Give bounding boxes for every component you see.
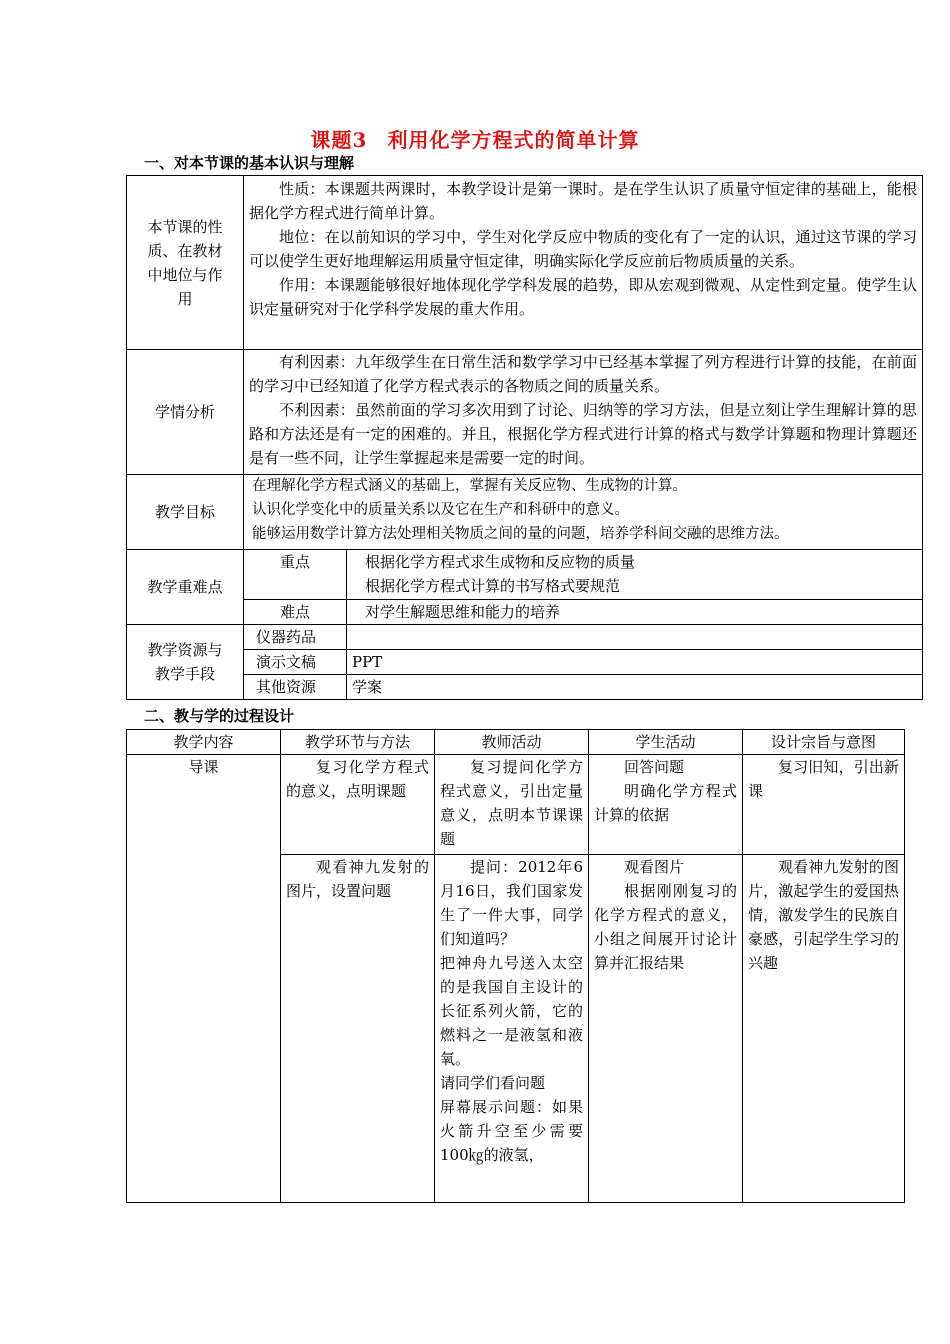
nature-p2: 地位：在以前知识的学习中，学生对化学反应中物质的变化有了一定的认识，通过这节课的学习可以使学生更好地理解运用质量守恒定律，明确实际化学反应前后物质质量的关系。 [249, 228, 917, 270]
process-design-table [126, 729, 905, 1203]
section1-heading: 一、对本节课的基本认识与理解 [144, 154, 355, 172]
resource-row-3 [127, 675, 923, 700]
nature-content [244, 176, 923, 350]
purpose-1: 复习旧知，引出新课 [743, 755, 905, 855]
teacher-2-line-3: 请同学们看问题 [440, 1074, 546, 1092]
nature-row [127, 176, 923, 350]
difficulty-row [127, 600, 923, 625]
resource-row-1 [127, 625, 923, 650]
student-1-line-2: 明确化学方程式计算的依据 [594, 782, 737, 824]
difficulty-label: 难点 [244, 600, 347, 625]
resource-value-1 [347, 625, 923, 650]
student-1-line-1: 回答问题 [624, 758, 685, 776]
key-content [347, 550, 923, 600]
teacher-2-line-1: 提问：2012年6月16日，我们国家发生了一件大事，同学们知道吗？ [440, 858, 583, 948]
student-1 [589, 755, 743, 855]
keypoint-row [127, 550, 923, 600]
teacher-1: 复习提问化学方程式意义，引出定量意义，点明本节课课题 [435, 755, 589, 855]
goals-label: 教学目标 [127, 475, 244, 550]
difficulty-content: 对学生解题思维和能力的培养 [347, 600, 923, 625]
basic-understanding-table [126, 175, 923, 700]
header-purpose: 设计宗旨与意图 [743, 730, 905, 755]
goals-row [127, 475, 923, 550]
student-2 [589, 855, 743, 1203]
goal-line-3: 能够运用数学计算方法处理相关物质之间的量的问题，培养学科间交融的思维方法。 [252, 526, 789, 542]
nature-p3: 作用：本课题能够很好地体现化学学科发展的趋势，即从宏观到微观、从定性到定量。使学生认识定量研究对于化学科学发展的重大作用。 [249, 276, 917, 318]
title-lesson-number: 课题3 [310, 128, 368, 152]
key-point-1: 根据化学方程式求生成物和反应物的质量 [365, 553, 636, 571]
resource-key-2: 演示文稿 [244, 650, 347, 675]
analysis-row [127, 350, 923, 475]
header-method: 教学环节与方法 [281, 730, 435, 755]
method-2: 观看神九发射的图片，设置问题 [281, 855, 435, 1203]
nature-p1: 性质：本课题共两课时，本教学设计是第一课时。是在学生认识了质量守恒定律的基础上，能根据化学方程式进行简单计算。 [249, 180, 917, 222]
keypoints-label: 教学重难点 [127, 550, 244, 625]
student-2-line-1: 观看图片 [624, 858, 685, 876]
student-2-line-2: 根据刚刚复习的化学方程式的意义，小组之间展开讨论计算并汇报结果 [594, 882, 737, 972]
method-1: 复习化学方程式的意义，点明课题 [281, 755, 435, 855]
analysis-content [244, 350, 923, 475]
resources-label: 教学资源与教学手段 [127, 625, 244, 700]
title-topic: 利用化学方程式的简单计算 [387, 128, 640, 152]
teacher-2-line-2: 把神舟九号送入太空的是我国自主设计的长征系列火箭，它的燃料之一是液氢和液氧。 [440, 954, 583, 1068]
goal-line-2: 认识化学变化中的质量关系以及它在生产和科研中的意义。 [252, 502, 629, 518]
header-student: 学生活动 [589, 730, 743, 755]
key-point-2: 根据化学方程式计算的书写格式要规范 [365, 577, 621, 595]
goals-content [244, 475, 923, 550]
purpose-2: 观看神九发射的图片，激起学生的爱国热情，激发学生的民族自豪感，引起学生学习的兴趣 [743, 855, 905, 1203]
resource-row-2 [127, 650, 923, 675]
analysis-p2: 不利因素：虽然前面的学习多次用到了讨论、归纳等的学习方法，但是立刻让学生理解计算的思路和方法还是有一定的困难的。并且，根据化学方程式进行计算的格式与数学计算题和物理计算题还是有一些不同，让学生掌握起来是需要一定的时间。 [249, 401, 917, 467]
section2-heading: 二、教与学的过程设计 [144, 707, 295, 725]
header-content: 教学内容 [127, 730, 281, 755]
content-intro: 导课 [127, 755, 281, 1203]
page-title [0, 124, 950, 153]
nature-label: 本节课的性质、在教材中地位与作用 [127, 176, 244, 350]
teacher-2 [435, 855, 589, 1203]
analysis-p1: 有利因素：九年级学生在日常生活和数学学习中已经基本掌握了列方程进行计算的技能，在前面的学习中已经知道了化学方程式表示的各物质之间的质量关系。 [249, 353, 917, 395]
process-row-1 [127, 755, 905, 855]
teacher-2-line-4: 屏幕展示问题：如果火箭升空至少需要100㎏的液氢， [440, 1098, 583, 1164]
resource-key-1: 仪器药品 [244, 625, 347, 650]
analysis-label: 学情分析 [127, 350, 244, 475]
resource-value-2: PPT [347, 650, 923, 675]
key-label: 重点 [244, 550, 347, 600]
resource-value-3: 学案 [347, 675, 923, 700]
header-teacher: 教师活动 [435, 730, 589, 755]
resource-key-3: 其他资源 [244, 675, 347, 700]
goal-line-1: 在理解化学方程式涵义的基础上，掌握有关反应物、生成物的计算。 [252, 478, 687, 494]
process-header-row [127, 730, 905, 755]
